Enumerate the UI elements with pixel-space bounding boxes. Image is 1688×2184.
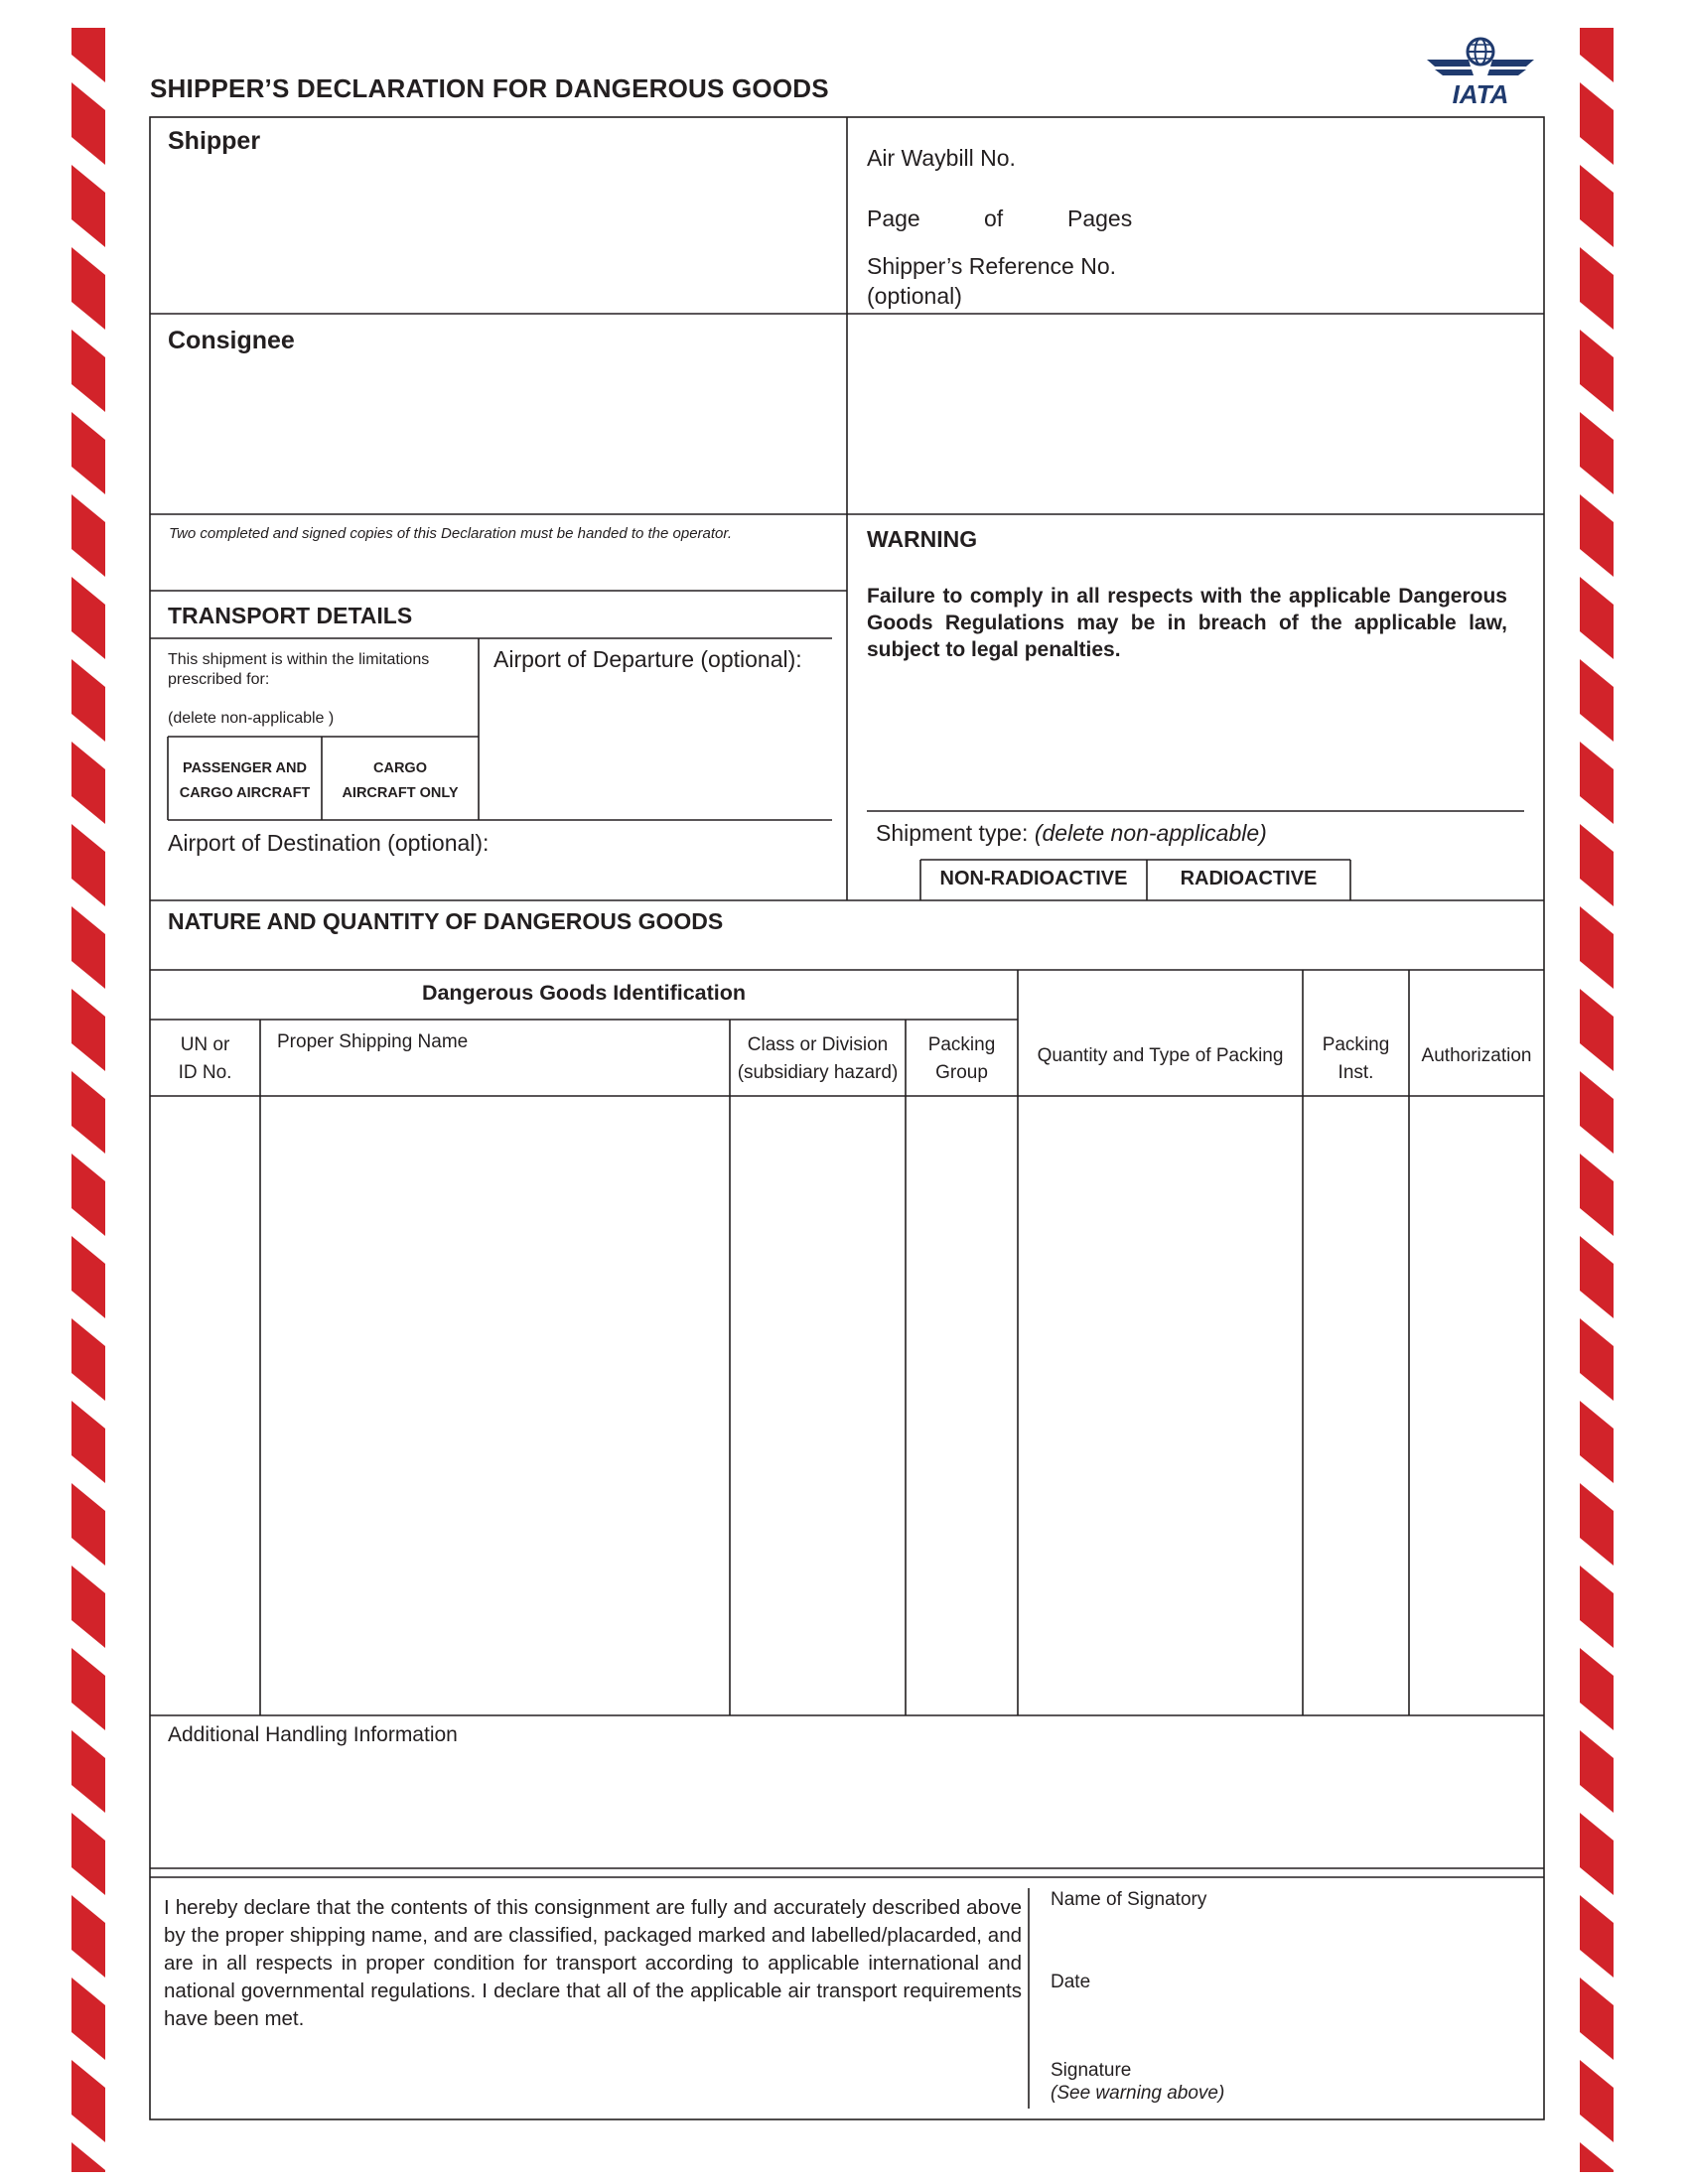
name-of-signatory-field[interactable] <box>1043 1916 1529 1961</box>
delete-non-applicable-note: (delete non-applicable ) <box>168 710 335 727</box>
nature-quantity-heading: NATURE AND QUANTITY OF DANGEROUS GOODS <box>168 908 724 934</box>
signature-field[interactable] <box>1241 2055 1529 2110</box>
date-label: Date <box>1051 1972 1091 1992</box>
shipment-type-line <box>876 820 1267 847</box>
shipper-field[interactable] <box>159 164 834 303</box>
col-proper-shipping-name-header: Proper Shipping Name <box>277 1031 469 1052</box>
name-of-signatory-label: Name of Signatory <box>1051 1889 1207 1910</box>
reference-label: Shipper’s Reference No. <box>867 253 1117 279</box>
transport-details-heading: TRANSPORT DETAILS <box>168 603 413 628</box>
col-pg-line2: Group <box>935 1062 988 1083</box>
additional-handling-label: Additional Handling Information <box>168 1723 458 1746</box>
pages-label: Pages <box>1067 205 1133 231</box>
col-un-id-header <box>150 1031 260 1087</box>
date-field[interactable] <box>1043 1998 1529 2048</box>
consignee-field[interactable] <box>159 362 834 501</box>
warning-heading: WARNING <box>867 526 978 552</box>
col-pg-line1: Packing <box>927 1034 996 1055</box>
option-passenger-line1: PASSENGER AND <box>183 760 307 776</box>
option-cargo-line2: AIRCRAFT ONLY <box>342 785 459 801</box>
col-class-line2: (subsidiary hazard) <box>737 1062 899 1083</box>
warning-text: Failure to comply in all respects with the applicable Dangerous Goods Regulations may be in breach of the applicable law, subject to legal penalties. <box>867 585 1507 661</box>
document-title: SHIPPER’S DECLARATION FOR DANGEROUS GOODS <box>150 73 829 103</box>
page-label: Page <box>867 205 920 231</box>
iata-logo-text: IATA <box>1452 79 1509 107</box>
copies-note: Two completed and signed copies of this Declaration must be handed to the operator. <box>169 525 733 542</box>
airport-of-destination-label: Airport of Destination (optional): <box>168 830 490 856</box>
col-authorization-header: Authorization <box>1421 1045 1532 1066</box>
limitations-text-line2: prescribed for: <box>168 671 270 688</box>
goods-table-body[interactable] <box>152 1098 1542 1713</box>
air-waybill-label: Air Waybill No. <box>867 145 1016 171</box>
declaration-text: I hereby declare that the contents of this consignment are fully and accurately described above by the proper shipping name, and are classified, packaged marked and labelled/placarded, and are in all respects in proper condition for transport according to applicable international and national governmental regulations. I declare that all of the applicable air transport requirements have been met. <box>164 1896 1022 2030</box>
option-non-radioactive[interactable]: NON-RADIOACTIVE <box>939 868 1128 889</box>
option-cargo-line1: CARGO <box>373 760 427 776</box>
option-passenger-and-cargo-aircraft[interactable] <box>168 756 322 806</box>
airport-of-departure-label: Airport of Departure (optional): <box>493 646 802 672</box>
col-un-line2: ID No. <box>178 1062 232 1083</box>
option-radioactive[interactable]: RADIOACTIVE <box>1180 868 1318 889</box>
col-class-line1: Class or Division <box>747 1034 889 1055</box>
option-cargo-aircraft-only[interactable] <box>322 756 479 806</box>
option-passenger-line2: CARGO AIRCRAFT <box>179 785 311 801</box>
additional-handling-field[interactable] <box>159 1757 1534 1861</box>
dangerous-goods-identification-header: Dangerous Goods Identification <box>421 981 747 1005</box>
airport-of-departure-field[interactable] <box>493 685 831 809</box>
consignee-label: Consignee <box>168 327 295 354</box>
shipment-type-note: (delete non-applicable) <box>1034 820 1267 846</box>
right-blank-field[interactable] <box>859 323 1534 506</box>
col-un-line1: UN or <box>180 1034 230 1055</box>
limitations-text-line1: This shipment is within the limitations <box>168 651 430 668</box>
reference-optional: (optional) <box>867 283 962 309</box>
signature-note: (See warning above) <box>1051 2083 1225 2104</box>
col-packing-group-header <box>906 1031 1018 1087</box>
col-pi-line1: Packing <box>1322 1034 1390 1055</box>
col-packing-inst-header <box>1303 1031 1409 1087</box>
col-pi-line2: Inst. <box>1337 1062 1374 1083</box>
shipper-label: Shipper <box>168 127 261 155</box>
of-label: of <box>984 205 1004 231</box>
signature-label: Signature <box>1051 2060 1132 2081</box>
col-class-division-header <box>730 1031 906 1087</box>
col-quantity-type-packing-header: Quantity and Type of Packing <box>1037 1045 1284 1066</box>
shipment-type-label: Shipment type: <box>876 820 1029 846</box>
